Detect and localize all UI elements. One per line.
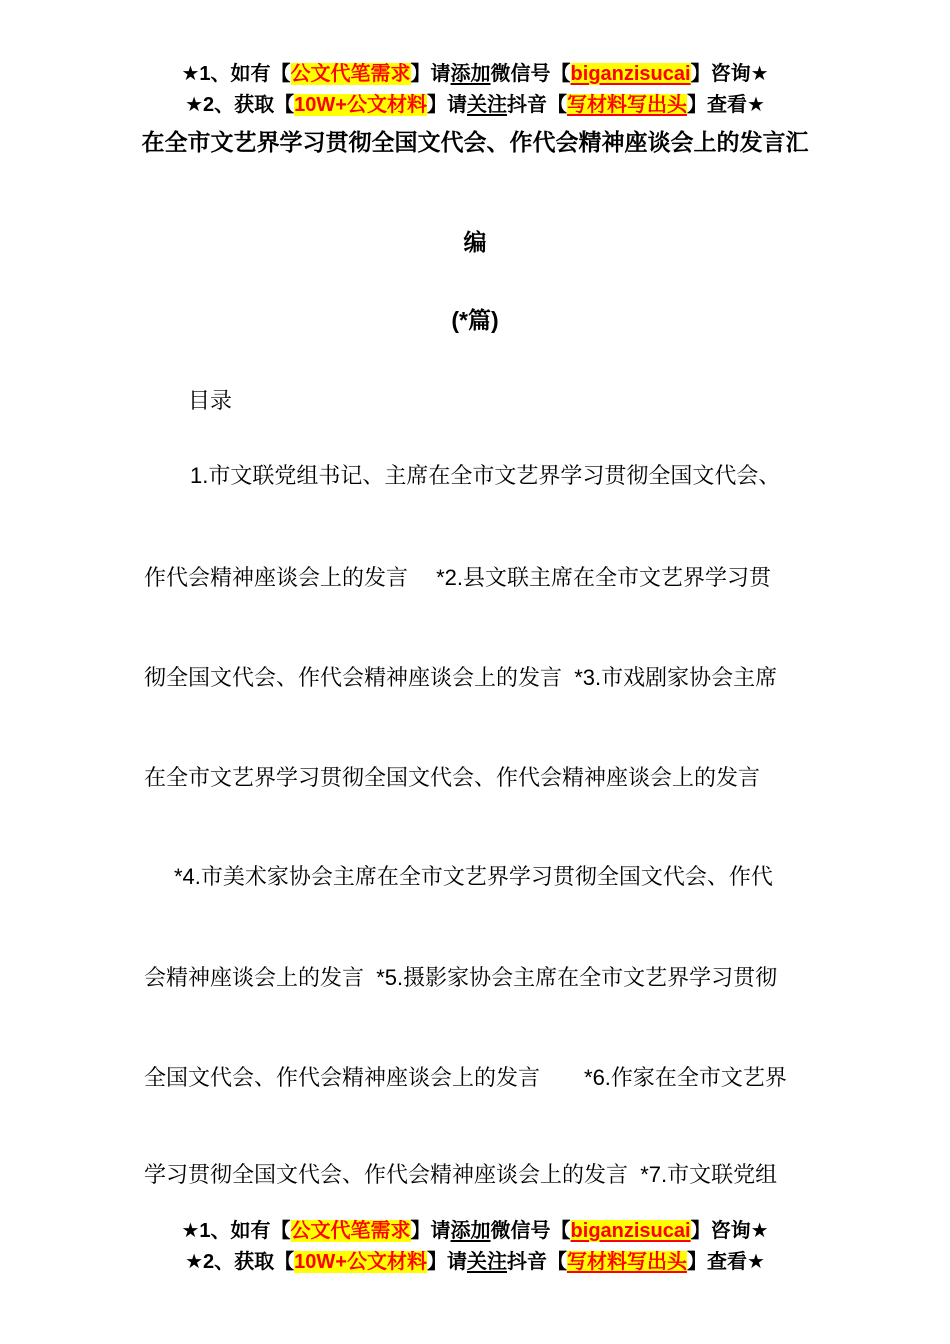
notice-segment: ★1、如有【	[181, 1220, 291, 1242]
toc-line: 作代会精神座谈会上的发言 *2.县文联主席在全市文艺界学习贯	[144, 565, 772, 590]
notice-segment: 】请	[410, 1220, 451, 1242]
toc-line: 在全市文艺界学习贯彻全国文代会、作代会精神座谈会上的发言	[144, 765, 761, 790]
document-title-line-2: 编	[463, 229, 487, 255]
notice-segment: 】咨询★	[690, 1220, 769, 1242]
notice-segment: biganzisucai	[570, 1220, 691, 1242]
notice-segment: 】咨询★	[690, 63, 769, 85]
notice-segment: ★2、获取【	[185, 94, 295, 116]
notice-segment: 】查看★	[686, 1251, 765, 1273]
notice-segment: 公文代笔需求	[290, 1220, 411, 1242]
notice-segment: 】请	[426, 1251, 467, 1273]
notice-segment: 公文代笔需求	[290, 63, 411, 85]
notice-segment: 】请	[426, 94, 467, 116]
notice-segment: 】请	[410, 63, 451, 85]
notice-segment: 微信号【	[490, 1220, 571, 1242]
notice-header-line-2	[0, 90, 950, 121]
notice-segment: 添加	[450, 63, 491, 85]
notice-segment: biganzisucai	[570, 63, 691, 85]
notice-segment: ★2、获取【	[185, 1251, 295, 1273]
notice-footer-line-1	[0, 1216, 950, 1247]
notice-segment: 10W+公文材料	[294, 94, 427, 116]
toc-line: 彻全国文代会、作代会精神座谈会上的发言 *3.市戏剧家协会主席	[144, 665, 778, 690]
document-title-count: (*篇)	[451, 307, 499, 333]
toc-line: *4.市美术家协会主席在全市文艺界学习贯彻全国文代会、作代	[174, 864, 773, 889]
notice-segment: 写材料写出头	[566, 94, 687, 116]
notice-footer	[0, 1216, 950, 1278]
notice-segment: 抖音【	[506, 94, 567, 116]
toc-line: 学习贯彻全国文代会、作代会精神座谈会上的发言 *7.市文联党组	[144, 1162, 778, 1187]
notice-segment: 关注	[466, 1251, 507, 1273]
notice-segment: 】查看★	[686, 94, 765, 116]
notice-header	[0, 59, 950, 121]
notice-header-line-1	[0, 59, 950, 90]
toc-line: 全国文代会、作代会精神座谈会上的发言 *6.作家在全市文艺界	[144, 1065, 787, 1090]
toc-line: 1.市文联党组书记、主席在全市文艺界学习贯彻全国文代会、	[190, 463, 781, 488]
toc-heading: 目录	[188, 388, 233, 413]
toc-line: 会精神座谈会上的发言 *5.摄影家协会主席在全市文艺界学习贯彻	[144, 965, 778, 990]
notice-segment: 微信号【	[490, 63, 571, 85]
notice-segment: 关注	[466, 94, 507, 116]
notice-segment: 添加	[450, 1220, 491, 1242]
notice-segment: 写材料写出头	[566, 1251, 687, 1273]
notice-segment: 10W+公文材料	[294, 1251, 427, 1273]
notice-segment: 抖音【	[506, 1251, 567, 1273]
notice-footer-line-2	[0, 1247, 950, 1278]
notice-segment: ★1、如有【	[181, 63, 291, 85]
document-title-line-1: 在全市文艺界学习贯彻全国文代会、作代会精神座谈会上的发言汇	[141, 129, 809, 155]
